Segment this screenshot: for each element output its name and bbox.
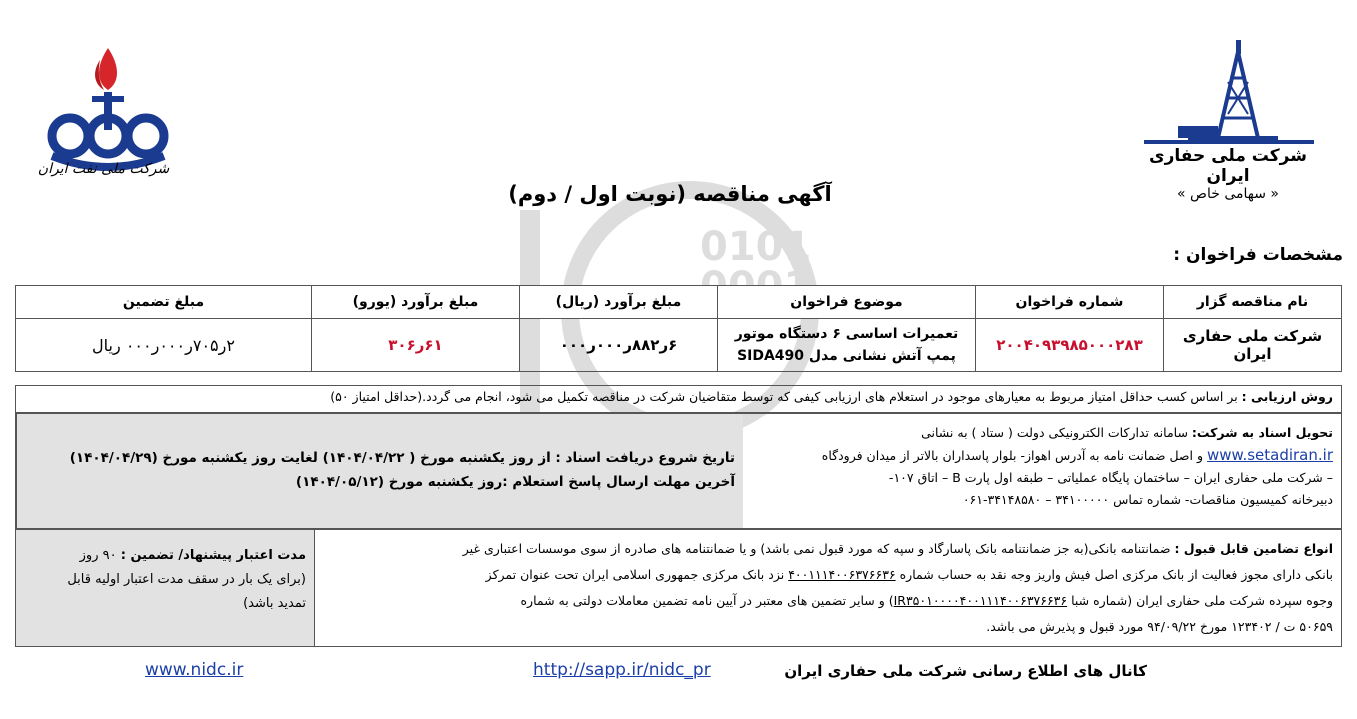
account-number: ۴۰۰۱۱۱۴۰۰۶۳۷۶۶۳۶ <box>788 567 896 582</box>
header-guarantee: مبلغ تضمین <box>16 286 312 319</box>
header-estimate-euro: مبلغ برآورد (یورو) <box>312 286 520 319</box>
table-row <box>16 319 1342 372</box>
validity-box <box>16 530 314 646</box>
evaluation-row <box>15 385 1342 413</box>
delivery-line-4: دبیرخانه کمیسیون مناقصات- شماره تماس ۳۴۱۰۰۰۰۰ – ۳۴۱۴۸۵۸۰-۰۶۱ <box>962 492 1333 507</box>
sapp-link[interactable]: http://sapp.ir/nidc_pr <box>533 660 711 680</box>
svg-text:0101: 0101 <box>700 224 812 270</box>
header-organizer: نام مناقصه گزار <box>1164 286 1342 319</box>
spec-title: مشخصات فراخوان : <box>1173 245 1343 265</box>
setadiran-link[interactable]: www.setadiran.ir <box>1207 446 1333 464</box>
guarantee-line-2b: نزد بانک مرکزی جمهوری اسلامی ایران تحت عنوان تمرکز <box>485 567 785 582</box>
evaluation-text: بر اساس کسب حداقل امتیاز مربوط به معیارهای موجود در استعلام های ارزیابی کیفی که توسط متقاضیان شرکت در مناقصه تکمیل می شود، انجام می گردد.(حداقل امتیاز ۵۰) <box>330 389 1238 404</box>
header-number: شماره فراخوان <box>976 286 1164 319</box>
delivery-row <box>15 413 1342 529</box>
validity-label: مدت اعتبار پیشنهاد/ تضمین : <box>120 548 306 563</box>
cell-estimate-euro: ۶۱ر۳۰۶ <box>312 319 520 372</box>
footer-channel: کانال های اطلاع رسانی شرکت ملی حفاری ایران <box>784 662 1147 680</box>
nidc-company-name: شرکت ملی حفاری ایران <box>1149 146 1307 186</box>
delivery-line-2: و اصل ضمانت نامه به آدرس اهواز- بلوار پاسداران بالاتر از میدان فرودگاه <box>821 448 1204 463</box>
delivery-label: تحویل اسناد به شرکت: <box>1191 425 1333 440</box>
evaluation-label: روش ارزیابی : <box>1241 389 1333 404</box>
guarantee-line-3a: وجوه سپرده شرکت ملی حفاری ایران (شماره شبا <box>1071 593 1333 608</box>
cell-number: ۲۰۰۴۰۹۳۹۸۵۰۰۰۲۸۳ <box>976 319 1164 372</box>
delivery-address <box>743 414 1341 528</box>
guarantee-line-3b: ) و سایر تضمین های معتبر در آیین نامه تضمین معاملات دولتی به شماره <box>520 593 894 608</box>
cell-subject <box>718 319 976 372</box>
validity-note-2: تمدید باشد) <box>243 596 306 611</box>
guarantee-label: انواع تضامین قابل قبول : <box>1174 541 1333 556</box>
cell-guarantee: ۲ر۷۰۵ر۰۰۰ر۰۰۰ ریال <box>16 319 312 372</box>
delivery-deadline: آخرین مهلت ارسال پاسخ استعلام :روز یکشنبه مورخ (۱۴۰۴/۰۵/۱۲) <box>295 474 735 490</box>
validity-value: ۹۰ روز <box>79 548 117 563</box>
header-estimate-rial: مبلغ برآورد (ریال) <box>520 286 718 319</box>
delivery-line-1: سامانه تدارکات الکترونیکی دولت ( ستاد ) به نشانی <box>921 425 1188 440</box>
validity-note-1: (برای یک بار در سقف مدت اعتبار اولیه قابل <box>67 572 306 587</box>
cell-organizer: شرکت ملی حفاری ایران <box>1164 319 1342 372</box>
nidc-company-type: « سهامی خاص » <box>1177 186 1279 202</box>
delivery-dates <box>16 414 743 528</box>
delivery-start-date: تاریخ شروع دریافت اسناد : از روز یکشنبه مورخ ( ۱۴۰۴/۰۴/۲۲) لغایت روز یکشنبه مورخ (۱۴۰۴/۰۴/۲۹) <box>69 450 735 466</box>
nidc-company-block <box>1128 146 1328 202</box>
guarantee-line-4: ۵۰۶۵۹ ت / ۱۲۳۴۰۲ مورخ ۹۴/۰۹/۲۲ مورد قبول و پذیرش می باشد. <box>986 619 1333 634</box>
subject-line-2: پمپ آتش نشانی مدل SIDA490 <box>737 348 956 364</box>
nidc-site-link[interactable]: www.nidc.ir <box>145 660 244 680</box>
delivery-line-3: – شرکت ملی حفاری ایران – ساختمان پایگاه عملیاتی – طبقه اول پارت B – اتاق ۱۰۷- <box>888 470 1333 485</box>
header-subject: موضوع فراخوان <box>718 286 976 319</box>
guarantee-line-2a: بانکی دارای مجوز فعالیت از بانک مرکزی اصل فیش واریز وجه نقد به حساب شماره <box>899 567 1333 582</box>
nioc-company-name: شرکت ملی نفت ایران <box>37 161 170 177</box>
iban-number: IR۳۵۰۱۰۰۰۰۴۰۰۱۱۱۴۰۰۶۳۷۶۶۳۶ <box>893 593 1068 608</box>
tender-table <box>15 285 1342 372</box>
guarantee-types <box>314 530 1341 646</box>
table-header-row <box>16 286 1342 319</box>
guarantee-line-1: ضمانتنامه بانکی(به جز ضمانتنامه بانک پاسارگاد و سپه که مورد قبول نمی باشد) و یا ضمانتنامه های صادره از سوی موسسات اعتباری غیر <box>462 541 1171 556</box>
subject-line-1: تعمیرات اساسی ۶ دستگاه موتور <box>734 326 959 342</box>
guarantee-row <box>15 529 1342 647</box>
page-title: آگهی مناقصه (نوبت اول / دوم) <box>508 182 832 206</box>
cell-estimate-rial: ۶ر۸۸۲ر۰۰۰ر۰۰۰ <box>520 319 718 372</box>
